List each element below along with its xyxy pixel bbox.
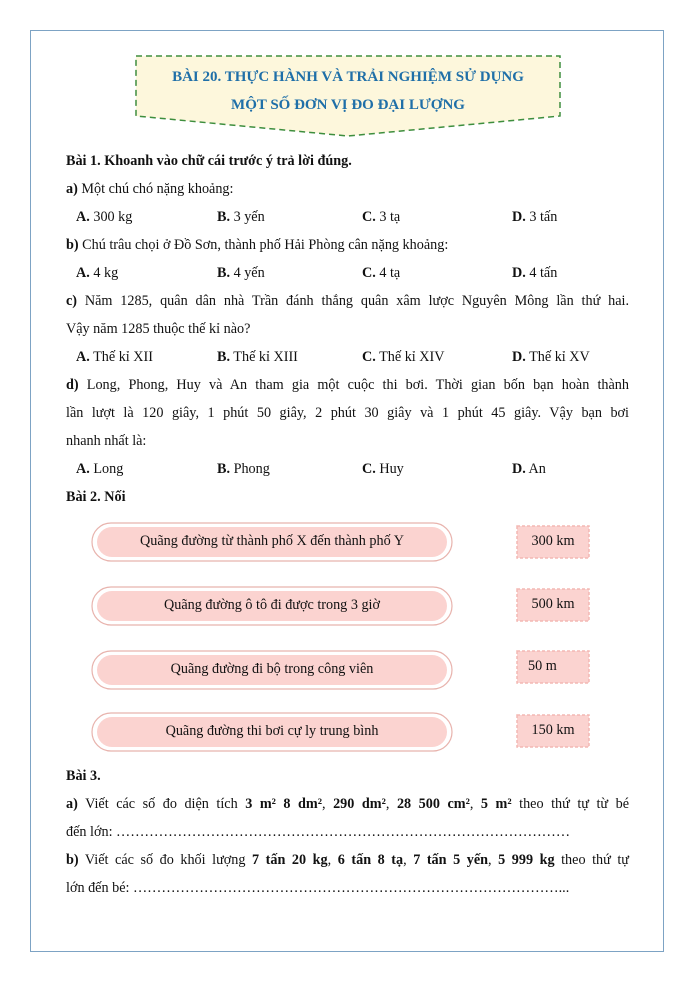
bai3-a-answer-line[interactable]: đến lớn: ……………………………………………………………………………………: [66, 824, 571, 840]
match-left-1-text: Quãng đường từ thành phố X đến thành phố Y: [140, 533, 404, 549]
option-c-A: A. Thế kỉ XII: [76, 349, 153, 365]
question-a: a) Một chú chó nặng khoảng:: [66, 181, 234, 197]
bai3-b: b) Viết các số đo khối lượng 7 tấn 20 kg, 6 tấn 8 tạ, 7 tấn 5 yến, 5 999 kg theo thứ tự: [66, 852, 629, 868]
question-d-line3: nhanh nhất là:: [66, 433, 147, 449]
option-c-B: B. Thế kỉ XIII: [217, 349, 298, 365]
option-c-C: C. Thế kỉ XIV: [362, 349, 445, 365]
match-left-1[interactable]: [91, 522, 453, 562]
option-b-B: B. 4 yến: [217, 265, 265, 281]
match-right-2-text: 500 km: [531, 596, 575, 612]
option-b-D: D. 4 tấn: [512, 265, 558, 281]
match-left-4-text: Quãng đường thi bơi cự ly trung bình: [165, 723, 379, 739]
option-d-D: D. An: [512, 461, 546, 477]
question-b: b) Chú trâu chọi ở Đồ Sơn, thành phố Hải Phòng cân nặng khoảng:: [66, 237, 449, 253]
option-d-B: B. Phong: [217, 461, 270, 477]
match-left-4[interactable]: [91, 712, 453, 752]
bai1-heading: Bài 1. Khoanh vào chữ cái trước ý trả lời đúng.: [66, 153, 352, 169]
option-a-A: A. 300 kg: [76, 209, 133, 225]
option-d-A: A. Long: [76, 461, 124, 477]
question-c: c) Năm 1285, quân dân nhà Trần đánh thắng quân xâm lược Nguyên Mông lần thứ hai.: [66, 293, 629, 309]
title-banner: [134, 52, 562, 152]
title-line-2: MỘT SỐ ĐƠN VỊ ĐO ĐẠI LƯỢNG: [231, 97, 465, 113]
match-right-3[interactable]: [516, 650, 590, 684]
bai3-a: a) Viết các số đo diện tích 3 m² 8 dm², 290 dm², 28 500 cm², 5 m² theo thứ tự từ bé: [66, 796, 630, 812]
option-a-D: D. 3 tấn: [512, 209, 558, 225]
option-d-C: C. Huy: [362, 461, 404, 477]
question-d: d) Long, Phong, Huy và An tham gia một cuộc thi bơi. Thời gian bốn bạn hoàn thành: [66, 377, 629, 393]
match-left-3-text: Quãng đường đi bộ trong công viên: [170, 661, 374, 677]
match-right-1[interactable]: [516, 525, 590, 559]
option-a-B: B. 3 yến: [217, 209, 265, 225]
match-right-3-text: 50 m: [528, 658, 557, 674]
bai2-heading: Bài 2. Nối: [66, 489, 126, 505]
title-line-1: BÀI 20. THỰC HÀNH VÀ TRẢI NGHIỆM SỬ DỤNG: [172, 69, 524, 85]
question-c-line2: Vậy năm 1285 thuộc thế kỉ nào?: [66, 321, 251, 337]
match-right-2[interactable]: [516, 588, 590, 622]
option-b-A: A. 4 kg: [76, 265, 119, 281]
question-d-line2: lần lượt là 120 giây, 1 phút 50 giây, 2 phút 30 giây và 1 phút 45 giây. Vậy bạn bơi: [66, 405, 629, 421]
match-right-4-text: 150 km: [531, 722, 575, 738]
match-left-2-text: Quãng đường ô tô đi được trong 3 giờ: [164, 597, 380, 613]
bai3-b-answer-line[interactable]: lớn đến bé: ………………………………………………………………………………...: [66, 880, 570, 896]
match-right-4[interactable]: [516, 714, 590, 748]
match-left-2[interactable]: [91, 586, 453, 626]
bai3-heading: Bài 3.: [66, 768, 101, 784]
match-right-1-text: 300 km: [531, 533, 575, 549]
option-a-C: C. 3 tạ: [362, 209, 401, 225]
option-c-D: D. Thế kỉ XV: [512, 349, 590, 365]
option-b-C: C. 4 tạ: [362, 265, 401, 281]
match-left-3[interactable]: [91, 650, 453, 690]
